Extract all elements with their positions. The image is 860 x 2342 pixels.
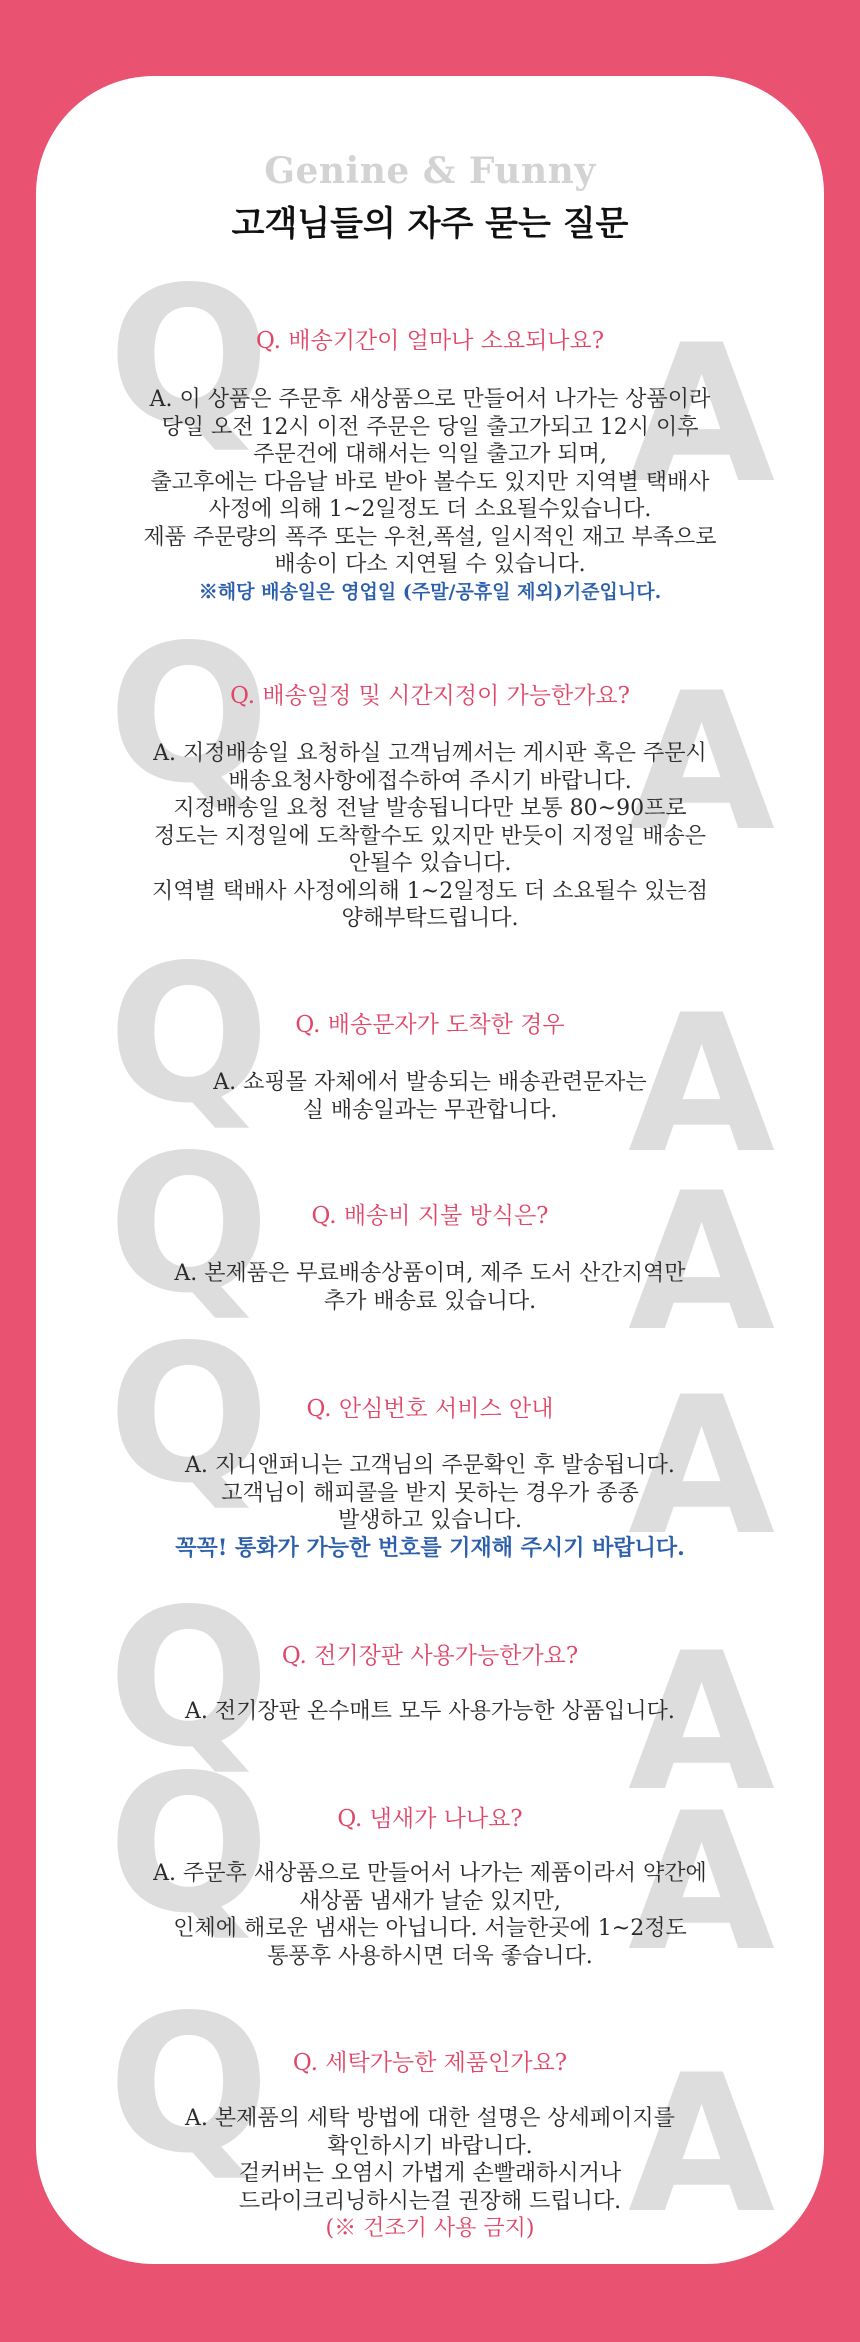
answer-line: 출고후에는 다음날 바로 받아 볼수도 있지만 지역별 택배사 — [150, 469, 710, 495]
faq-question: Q. 세탁가능한 제품인가요? — [292, 2050, 568, 2076]
q-watermark: Q — [108, 1568, 270, 1789]
a-watermark: A — [628, 2034, 776, 2255]
answer-line: A. 이 상품은 주문후 새상품으로 만들어서 나가는 상품이라 — [149, 387, 711, 412]
q-watermark: Q — [108, 1304, 270, 1525]
answer-line: 고객님이 해피콜을 받지 못하는 경우가 종종 — [221, 1480, 639, 1506]
faq-question: Q. 배송기간이 얼마나 소요되나요? — [255, 328, 605, 354]
answer-line: 양해부탁드립니다. — [341, 906, 519, 931]
answer-line: 겉커버는 오염시 가볍게 손빨래하시거나 — [238, 2161, 622, 2186]
a-watermark: A — [628, 1152, 776, 1373]
answer-line: 지역별 택배사 사정에의해 1~2일정도 더 소요될수 있는점 — [152, 878, 708, 904]
faq-question: Q. 배송일정 및 시간지정이 가능한가요? — [230, 683, 630, 709]
answer-line: A. 쇼핑몰 자체에서 발송되는 배송관련문자는 — [213, 1070, 647, 1095]
faq-question: Q. 배송비 지불 방식은? — [311, 1203, 549, 1229]
q-watermark: Q — [108, 1974, 270, 2195]
notice-text: 꼭꼭! 통화가 가능한 번호를 기재해 주시기 바랍니다. — [175, 1534, 685, 1561]
answer-line: 당일 오전 12시 이전 주문은 당일 출고가되고 12시 이후 — [161, 414, 699, 440]
answer-line: 배송요청사항에접수하여 주시기 바랍니다. — [228, 768, 632, 794]
answer-line: 주문건에 대해서는 익일 출고가 되며, — [253, 442, 607, 467]
a-watermark: A — [628, 652, 776, 873]
answer-line: 추가 배송료 있습니다. — [323, 1288, 537, 1314]
answer-line: A. 전기장판 온수매트 모두 사용가능한 상품입니다. — [185, 1699, 675, 1724]
q-watermark: Q — [108, 924, 270, 1145]
brand-name: Genine & Funny — [264, 150, 596, 192]
answer-line: A. 지니앤퍼니는 고객님의 주문확인 후 발송됩니다. — [185, 1453, 675, 1478]
a-watermark: A — [628, 304, 776, 525]
answer-line: A. 지정배송일 요청하실 고객님께서는 게시판 혹은 주문시 — [153, 741, 707, 766]
faq-question: Q. 안심번호 서비스 안내 — [306, 1396, 554, 1422]
a-watermark: A — [628, 1356, 776, 1577]
answer-line: 안될수 있습니다. — [348, 851, 512, 876]
a-watermark: A — [628, 1612, 776, 1833]
faq-question: Q. 전기장판 사용가능한가요? — [281, 1643, 579, 1669]
answer-line: A. 주문후 새상품으로 만들어서 나가는 제품이라서 약간에 — [153, 1861, 707, 1886]
notice-text: ※해당 배송일은 영업일 (주말/공휴일 제외)기준입니다. — [198, 580, 662, 603]
answer-line: 정도는 지정일에 도착할수도 있지만 반듯이 지정일 배송은 — [153, 823, 706, 849]
answer-line: 사정에 의해 1~2일정도 더 소요될수있습니다. — [208, 497, 652, 522]
answer-line: A. 본제품은 무료배송상품이며, 제주 도서 산간지역만 — [174, 1261, 686, 1286]
faq-answer — [80, 1860, 780, 1970]
answer-line: 제품 주문량의 폭주 또는 우천,폭설, 일시적인 재고 부족으로 — [143, 524, 717, 550]
answer-line: 발생하고 있습니다. — [337, 1508, 522, 1533]
a-watermark: A — [628, 974, 776, 1195]
answer-line: 확인하시기 바랍니다. — [327, 2133, 533, 2159]
faq-answer — [80, 1698, 780, 1726]
q-watermark: Q — [108, 1114, 270, 1335]
page-title: 고객님들의 자주 묻는 질문 — [231, 204, 629, 244]
answer-line: 인체에 해로운 냄새는 아닙니다. 서늘한곳에 1~2정도 — [173, 1916, 687, 1941]
faq-answer — [80, 2105, 780, 2243]
faq-question: Q. 냄새가 나나요? — [337, 1806, 523, 1832]
answer-line: 통풍후 사용하시면 더욱 좋습니다. — [267, 1943, 593, 1969]
a-watermark: A — [628, 1772, 776, 1993]
answer-line: 새상품 냄새가 날순 있지만, — [299, 1888, 561, 1914]
answer-line: 드라이크리닝하시는걸 권장해 드립니다. — [238, 2188, 622, 2214]
faq-answer — [80, 740, 780, 933]
answer-line: A. 본제품의 세탁 방법에 대한 설명은 상세페이지를 — [185, 2106, 675, 2131]
faq-question: Q. 배송문자가 도착한 경우 — [295, 1012, 565, 1038]
q-watermark: Q — [108, 604, 270, 825]
answer-line: 실 배송일과는 무관합니다. — [302, 1097, 558, 1123]
faq-answer — [80, 386, 780, 606]
q-watermark: Q — [108, 246, 270, 467]
faq-answer — [80, 1452, 780, 1562]
answer-line: 배송이 다소 지연될 수 있습니다. — [274, 552, 586, 577]
warning-text: (※ 건조기 사용 금지) — [325, 2216, 535, 2241]
answer-line: 지정배송일 요청 전날 발송됩니다만 보통 80~90프로 — [173, 796, 687, 821]
q-watermark: Q — [108, 1734, 270, 1955]
